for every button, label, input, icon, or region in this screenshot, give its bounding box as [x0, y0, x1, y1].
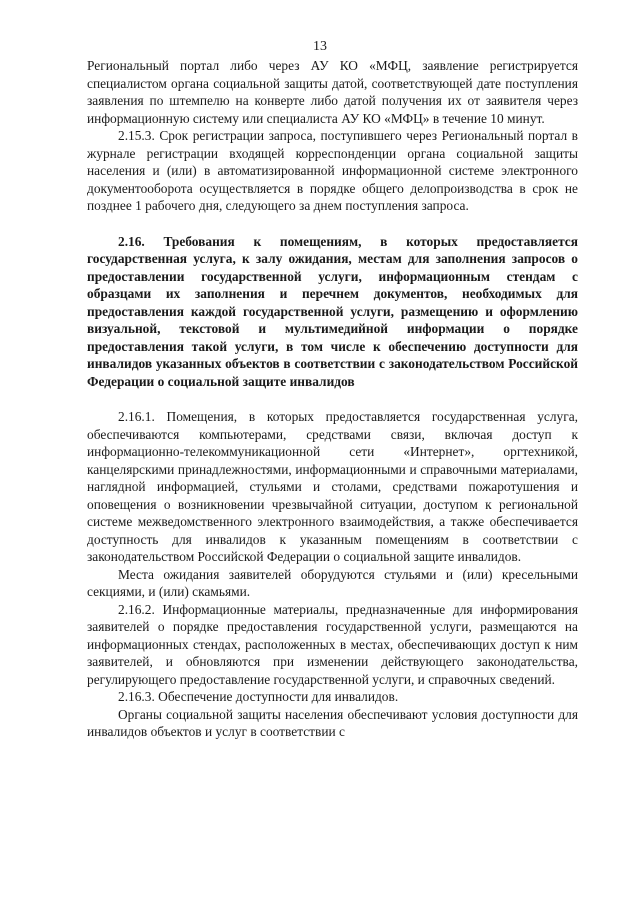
document-body [87, 57, 578, 741]
paragraph-2-16-3: 2.16.3. Обеспечение доступности для инвалидов. [118, 689, 399, 704]
paragraph-2-15-3: 2.15.3. Срок регистрации запроса, поступившего через Региональный портал в журнале регистрации входящей корреспонденции органа социальной защиты населения и (или) в автоматизированной информационной системе электронного документооборота осуществляется в порядке общего делопроизводства в срок не позднее 1 рабочего дня, следующего за днем поступления запроса. [87, 128, 578, 213]
paragraph-waiting-places: Места ожидания заявителей оборудуются стульями и (или) кресельными секциями, и (или) скамьями. [87, 566, 578, 599]
paragraph-2-16-2: 2.16.2. Информационные материалы, предназначенные для информирования заявителей о порядке предоставления государственной услуги, размещаются на информационных стендах, расположенных в местах, обеспечивающих доступ к ним заявителей, и обновляются при изменении действующего законодательства, регулирующего предоставление государственной услуги, и справочных сведений. [87, 601, 578, 687]
paragraph-portal-registration: Региональный портал либо через АУ КО «МФЦ, заявление регистрируется специалистом органа социальной защиты датой, соответствующей дате поступления заявления по штемпелю на конверте либо датой получения их от заявителя через информационную систему или специалиста АУ КО «МФЦ» в течение 10 минут. [87, 58, 578, 126]
page-number: 13 [313, 39, 327, 54]
section-heading-2-16: 2.16. Требования к помещениям, в которых предоставляется государственная услуга, к залу ожидания, местам для заполнения запросов о предоставлении государственной услуги, информационным стендам с образцами их заполнения и перечнем документов, необходимых для предоставления каждой государственной услуги, размещению и оформлению визуальной, текстовой и мультимедийной информации о порядке предоставления такой услуги, в том числе к обеспечению доступности для инвалидов указанных объектов в соответствии с законодательством Российской Федерации о социальной защите инвалидов [87, 233, 578, 389]
paragraph-2-16-1: 2.16.1. Помещения, в которых предоставляется государственная услуга, обеспечиваются компьютерами, средствами связи, включая доступ к информационно-телекоммуникационной сети «Интернет», оргтехникой, канцелярскими принадлежностями, информационными и справочными материалами, наглядной информацией, стульями и столами, средствами пожаротушения и оповещения о возникновении чрезвычайной ситуации, доступом к региональной системе межведомственного электронного взаимодействия, а также обеспечивается доступность для инвалидов к указанным помещениям в соответствии с законодательством Российской Федерации о социальной защите инвалидов. [87, 409, 578, 564]
paragraph-accessibility: Органы социальной защиты населения обеспечивают условия доступности для инвалидов объектов и услуг в соответствии с [87, 706, 578, 739]
